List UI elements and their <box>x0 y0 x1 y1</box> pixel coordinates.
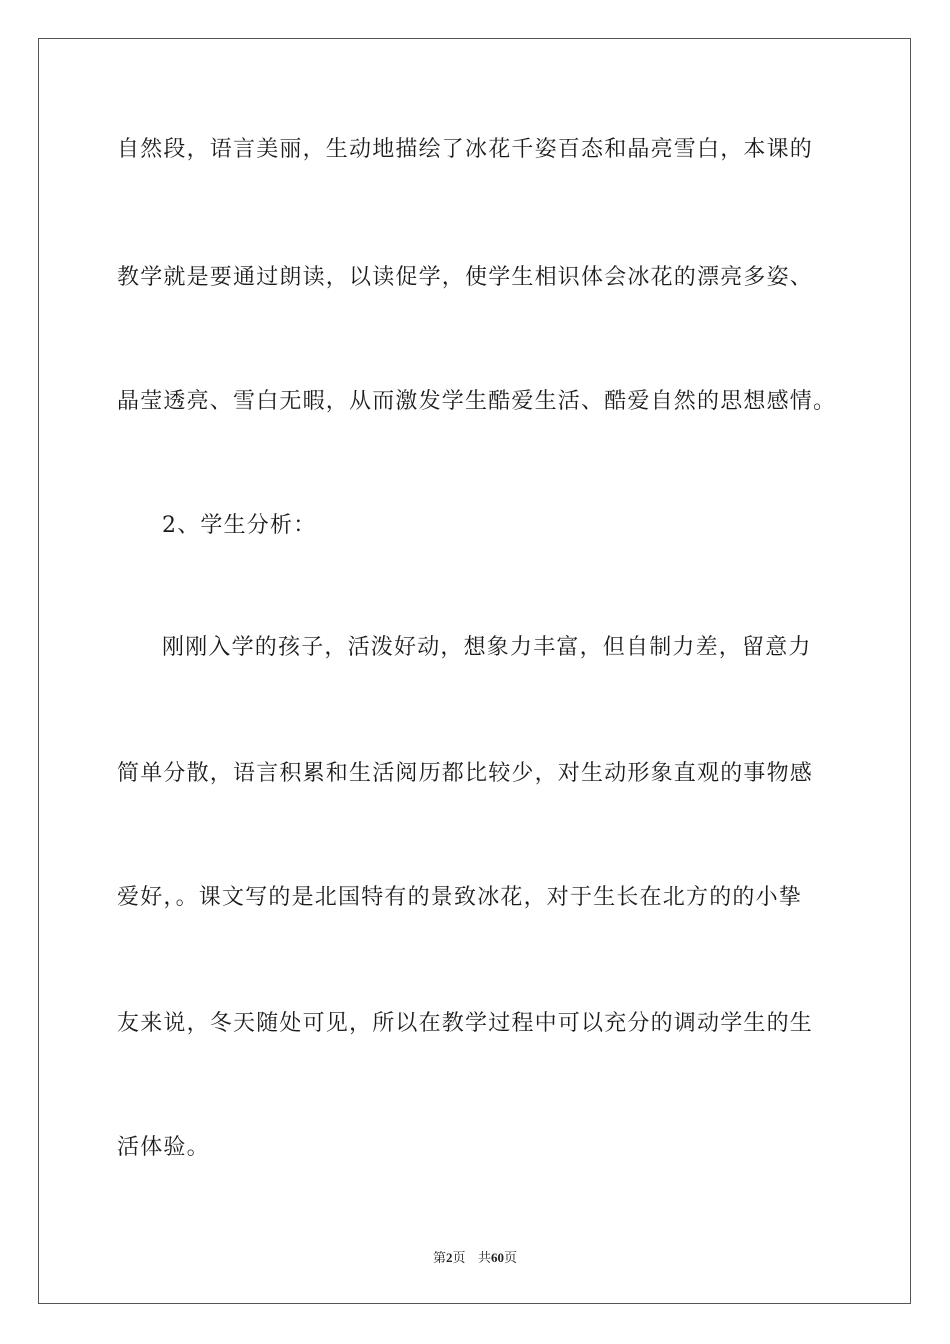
footer-page-prefix: 第 <box>433 1251 447 1266</box>
body-text-line-3: 晶莹透亮、雪白无暇，从而激发学生酷爱生活、酷爱自然的思想感情。 <box>117 389 837 414</box>
body-text-line-5: 刚刚入学的孩子，活泼好动，想象力丰富，但自制力差，留意力 <box>162 635 812 660</box>
footer-total-pages: 60 <box>490 1250 504 1265</box>
body-text-line-7: 爱好，。课文写的是北国特有的景致冰花，对于生长在北方的的小挚 <box>117 885 803 910</box>
page-border <box>38 38 911 1304</box>
page-footer <box>0 1247 950 1266</box>
footer-total-prefix: 共 <box>477 1251 491 1266</box>
section-heading-student-analysis: 2、学生分析： <box>162 513 317 538</box>
footer-page-suffix: 页 <box>452 1251 466 1266</box>
body-text-line-2: 教学就是要通过朗读，以读促学，使学生相识体会冰花的漂亮多姿、 <box>117 265 814 290</box>
body-text-line-6: 简单分散，语言积累和生活阅历都比较少，对生动形象直观的事物感 <box>117 761 814 786</box>
body-text-line-1: 自然段，语言美丽，生动地描绘了冰花千姿百态和晶亮雪白，本课的 <box>117 137 814 162</box>
body-text-line-9: 活体验。 <box>117 1135 210 1160</box>
body-text-line-8: 友来说，冬天随处可见，所以在教学过程中可以充分的调动学生的生 <box>117 1011 814 1036</box>
footer-page-number: 2 <box>446 1250 453 1265</box>
footer-total-suffix: 页 <box>503 1251 517 1266</box>
